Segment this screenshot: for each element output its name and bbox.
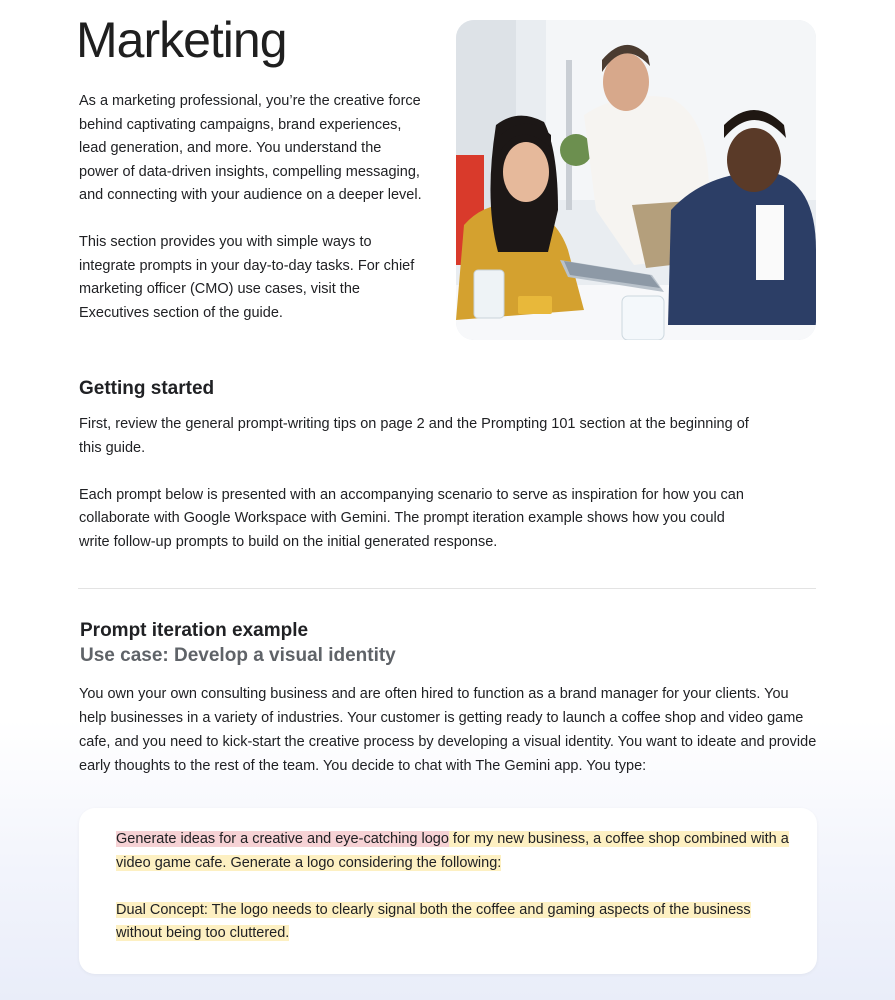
prompt-highlight-pink: Generate ideas for a creative and eye-catching logo bbox=[116, 831, 449, 847]
scenario-text: You own your own consulting business and are often hired to function as a brand manager for your clients. You help businesses in a variety of industries. Your customer is getting ready to launch a coffee shop and video game cafe, and you need to kick-start the creative process by developing a visual identity. You want to ideate and provide early thoughts to the rest of the team. You decide to chat with The Gemini app. You type: bbox=[79, 686, 817, 774]
prompt-line-2 bbox=[116, 899, 796, 946]
prompt-iteration-heading: Prompt iteration example bbox=[80, 620, 309, 641]
getting-started-heading: Getting started bbox=[79, 378, 215, 399]
prompt-highlight-yellow-2: Dual Concept: The logo needs to clearly signal both the coffee and gaming aspects of the business without being too cluttered. bbox=[116, 901, 751, 941]
prompt-text bbox=[116, 828, 796, 969]
use-case-subheading: Use case: Develop a visual identity bbox=[80, 645, 396, 666]
page-title: Marketing bbox=[76, 12, 287, 68]
intro-paragraph-1: As a marketing professional, you’re the creative force behind captivating campaigns, brand experiences, lead generation, and more. You understand the power of data-driven insights, compelling messaging, and connecting with your audience on a deeper level. bbox=[79, 93, 422, 203]
getting-started-paragraph-2: Each prompt below is presented with an accompanying scenario to serve as inspiration for how you can collaborate with Google Workspace with Gemini. The prompt iteration example shows how you could write follow-up prompts to build on the initial generated response. bbox=[79, 486, 744, 550]
section-divider bbox=[78, 588, 816, 589]
prompt-highlight-yellow: for my new business, a coffee shop combined with a video game cafe. Generate a logo considering the following: bbox=[116, 831, 789, 871]
getting-started-body bbox=[79, 413, 759, 578]
intro-paragraph-2: This section provides you with simple ways to integrate prompts in your day-to-day tasks. For chief marketing officer (CMO) use cases, visit the Executives section of the guide. bbox=[79, 234, 415, 321]
team-photo bbox=[456, 20, 816, 340]
prompt-card bbox=[79, 808, 817, 974]
prompt-line-1 bbox=[116, 828, 796, 875]
intro-text bbox=[79, 90, 424, 349]
getting-started-paragraph-1: First, review the general prompt-writing tips on page 2 and the Prompting 101 section at the beginning of this guide. bbox=[79, 416, 749, 456]
